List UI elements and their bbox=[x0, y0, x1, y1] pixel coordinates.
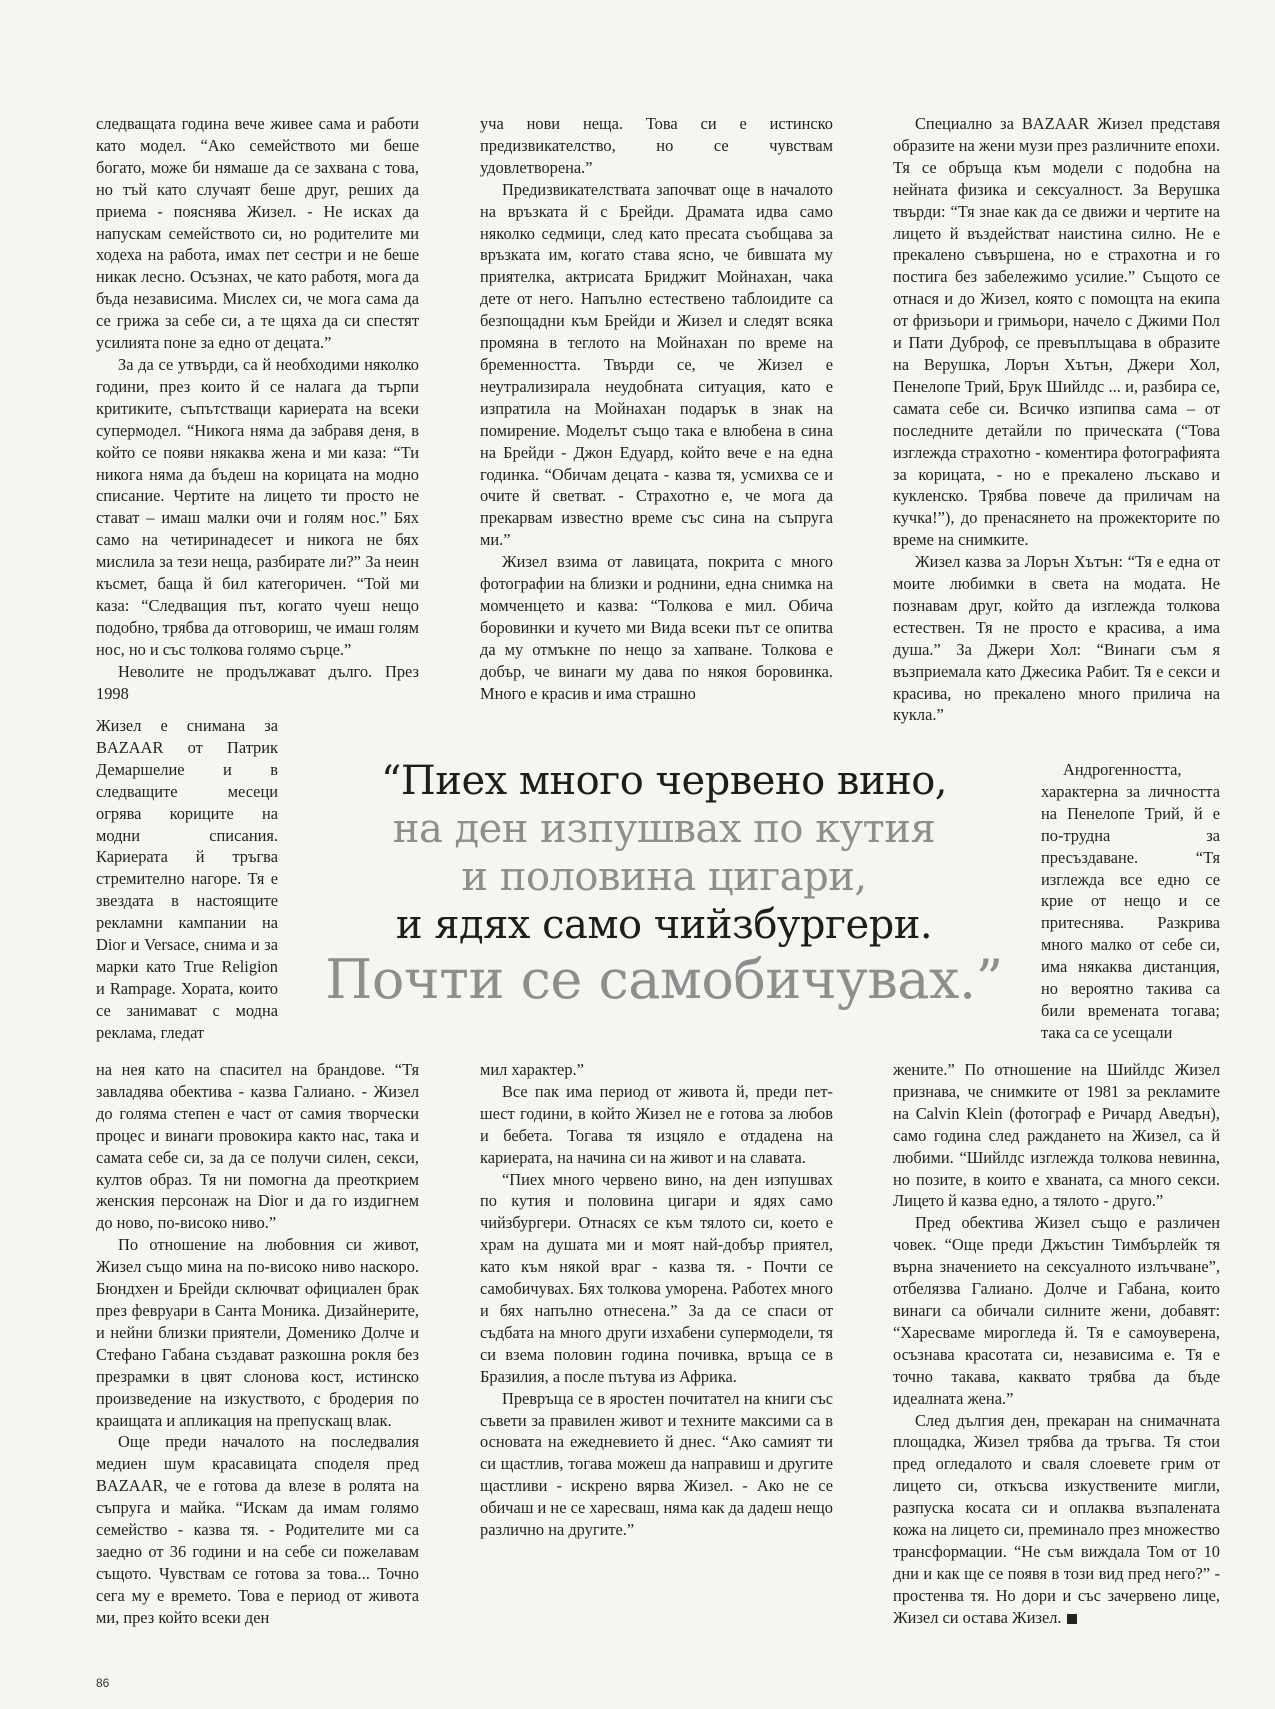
paragraph: За да се утвърди, са й необходими няколко години, през които й се налага да търпи критиките, съпътстващи кариерата на всеки супермодел. “Никога няма да забравя деня, в който се появи някаква жена и ми каза: “Ти никога няма да бъдеш на корицата на модно списание. Чертите на лицето ти просто не стават – имаш малки очи и голям нос.” Бях само на четиринадесет и никога не бях мислила за тези неща, разбирате ли?” За неин късмет, баща й бил категоричен. “Той ми каза: “Следващия път, когато чуеш нещо подобно, трябва да отговориш, че имаш голям нос, но и със толкова голямо сърце.” bbox=[96, 354, 419, 659]
pull-quote-line: Почти се самобичувах.” bbox=[325, 948, 1003, 1011]
column-2-top bbox=[480, 113, 833, 704]
paragraph: Жизел взима от лавицата, покрита с много фотографии на близки и роднини, една снимка на момченцето и казва: “Толкова е мил. Обича боровинки и кучето ми Вида всеки път се опитва да му отмъкне по нещо за хапване. Толкова е добър, че винаги му дава по някоя боровинка. Много е красив и има страшно bbox=[480, 552, 833, 703]
paragraph: Превръща се в яростен почитател на книги със съвети за правилен живот и техните максими са в основата на ежедневието й днес. “Ако самият ти си щастлив, тогава можеш да направиш и другите щастливи - искрено вярва Жизел. - Ако не се обичаш и не се харесваш, няма как да дадеш нещо различно на другите.” bbox=[480, 1388, 833, 1540]
paragraph: “Пиех много червено вино, на ден изпушвах по кутия и половина цигари и ядях само чийзбургери. Отнасях се към тялото си, което е храм на душата ми и моят най-добър приятел, като към някой враг - казва тя. - Почти се самобичувах. Бях толкова уморена. Работех много и бях напълно отнесена.” За да се спаси от съдбата на много други изхабени супермодели, тя си взема половин година почивка, връща се в Бразилия, а после пътува из Африка. bbox=[480, 1169, 833, 1386]
pull-quote bbox=[300, 757, 1028, 1011]
paragraph: следващата година вече живее сама и работи като модел. “Ако семейството ми беше богато, може би нямаше да се захвана с това, но тъй като случаят беше друг, реших да приема - пояснява Жизел. - Не исках да напускам семейството си, но родителите ми ходеха на работа, имах пет сестри и не беше никак лесно. Осъзнах, че като работя, мога да бъда независима. Мислех си, че мога сама да се грижа за себе си, а те щяха да си спестят усилията поне за едно от децата.” bbox=[96, 114, 419, 353]
pull-quote-line: и половина цигари, bbox=[461, 854, 867, 900]
paragraph: Все пак има период от живота й, преди пет-шест години, в който Жизел не е готова за любов и бебета. Тогава тя изцяло е отдадена на кариерата, на начина си на живот и на славата. bbox=[480, 1081, 833, 1167]
column-1-top bbox=[96, 113, 419, 704]
pull-quote-line: и ядях само чийзбургери. bbox=[395, 902, 933, 948]
paragraph: Андрогенността, характерна за личността на Пенелопе Трий, й е по-трудна за пресъздаване. “Тя изглежда все едно се крие от нещо и се притеснява. Разкрива много малко от себе си, има някаква дистанция, но вероятно такива са били времената тогава; така са се усещали bbox=[1041, 760, 1220, 1042]
paragraph: Още преди началото на последвалия медиен шум красавицата споделя пред BAZAAR, че е готова да влезе в ролята на съпруга и майка. “Искам да имам голямо семейство - казва тя. - Родителите ми са заедно от 36 години и на себе си пожелавам същото. Чувствам се готова за това... Точно сега му е времето. Това е период от живота ми, през който всеки ден bbox=[96, 1432, 419, 1627]
paragraph: жените.” По отношение на Шийлдс Жизел признава, че снимките от 1981 за рекламите на Calvin Klein (фотограф е Ричард Аведън), само година след раждането на Жизел, са й любими. “Шийлдс изглежда толкова невинна, но позите, в които е хваната, са много секси. Лицето й казва едно, а тялото - друго.” bbox=[893, 1060, 1220, 1211]
paragraph: Жизел казва за Лорън Хътън: “Тя е една от моите любимки в света на модата. Не познавам друг, който да изглежда толкова естествен. Тя не просто е красива, а има душа.” За Джери Хол: “Винаги съм я възприемала като Джесика Рабит. Тя е секси и красива, но прекалено много прилича на кукла.” bbox=[893, 552, 1220, 725]
pull-quote-line: “Пиех много червено вино, bbox=[380, 758, 948, 804]
paragraph: Предизвикателствата започват още в началото на връзката й с Брейди. Драмата идва само няколко седмици, след като пресата съобщава за връзката им, когато става ясно, че бившата му приятелка, актрисата Бриджит Мойнахан, чака дете от него. Напълно естествено таблоидите са безпощадни към Брейди и Жизел и следят всяка промяна в теглото на Мойнахан по време на бременността. Твърди се, че Жизел е неутрализирала неудобната ситуация, като е изпратила на Мойнахан подарък в знак на помирение. Моделът също така е влюбена в сина на Брейди - Джон Едуард, който вече е на една годинка. “Обичам децата - казва тя, усмихва се и очите й светват. - Страхотно е, че мога да прекарвам известно време със сина на съпруга ми.” bbox=[480, 179, 833, 550]
column-3-bottom bbox=[893, 1059, 1220, 1629]
paragraph: уча нови неща. Това си е истинско предизвикателство, но се чувствам удовлетворена.” bbox=[480, 114, 833, 177]
paragraph: Пред обектива Жизел също е различен човек. “Още преди Джъстин Тимбърлейк тя върна значението на сексуалното излъчване”, отбелязва Галиано. Долче и Габана, които винаги са обичали силните жени, добавят: “Харесваме мирогледа й. Тя е самоуверена, осъзнава красотата си, независима е. Тя е точно такава, каквато трябва да бъде идеалната жена.” bbox=[893, 1213, 1220, 1408]
page-number: 86 bbox=[96, 1676, 110, 1690]
paragraph: Жизел е снимана за BAZAAR от Патрик Демаршелие и в следващите месеци огрява кориците на модни списания. Кариерата й тръгва стремително нагоре. Тя е звездата в настоящите рекламни кампании на Dior и Versace, снима и за марки като True Religion и Rampage. Хората, които се занимават с модна реклама, гледат bbox=[96, 716, 278, 1042]
column-3-top bbox=[893, 113, 1220, 726]
paragraph: По отношение на любовния си живот, Жизел също мина на по-високо ниво наскоро. Бюндхен и Брейди сключват официален брак през февруари в Санта Моника. Дизайнерите, и нейни близки приятели, Доменико Долче и Стефано Габана създават разкошна рокля без презрамки в цвят слонова кост, истинско произведение на изкуството, с бродерия по краищата и апликация на препускащ влак. bbox=[96, 1235, 419, 1430]
column-1-bottom bbox=[96, 1059, 419, 1629]
column-2-bottom bbox=[480, 1059, 833, 1541]
paragraph: Неволите не продължават дълго. През 1998 bbox=[96, 661, 419, 703]
end-mark-icon bbox=[1067, 1614, 1077, 1624]
paragraph: на нея като на спасител на брандове. “Тя завладява обектива - казва Галиано. - Жизел до голяма степен е част от самия творчески процес и винаги провокира както нас, така и самата себе си, за да се получи силен, секси, култов образ. Тя ни помогна да преоткрием женския персонаж на Dior и да го издигнем до ново, по-високо ниво.” bbox=[96, 1060, 419, 1233]
pull-quote-line: на ден изпушвах по кутия bbox=[392, 806, 936, 852]
column-3-wrap-text bbox=[1041, 759, 1220, 1044]
column-1-wrap-text bbox=[96, 715, 278, 1044]
paragraph: мил характер.” bbox=[480, 1060, 584, 1079]
paragraph-text: След дългия ден, прекаран на снимачната площадка, Жизел трябва да тръгва. Тя стои пред огледалото и сваля слоевете грим от лицето си, откъсва изкуствените мигли, разпуска косата си и оплаква възпалената кожа на лицето си, преминало през множество трансформации. “Не съм виждала Том от 10 дни и как ще се появя в този вид пред него?” - простенва тя. Но дори и със зачервено лице, Жизел си остава Жизел. bbox=[893, 1410, 1220, 1627]
paragraph bbox=[893, 1410, 1220, 1629]
paragraph: Специално за BAZAAR Жизел представя образите на жени музи през различните епохи. Тя се обръща към модели с подобна на нейната физика и сексуалност. За Верушка твърди: “Тя знае как да се движи и чертите на лицето й въздействат наистина силно. Не е прекалено съвършена, но е страхотна и го постига без забележимо усилие.” Същото се отнася и до Жизел, която с помощта на екипа от фризьори и гримьори, начело с Джими Пол и Пати Дуброф, се превъплъщава в образите на Верушка, Лорън Хътън, Джери Хол, Пенелопе Трий, Брук Шийлдс ... и, разбира се, самата себе си. Всичко изпипва сама – от последните детайли по прическата (“Това изглежда страхотно - коментира фотографията за корицата, - но е прекалено лъскаво и кукленско. Трябва повече да приличам на кучка!”), до пренасянето на прожекторите по време на снимките. bbox=[893, 114, 1220, 550]
